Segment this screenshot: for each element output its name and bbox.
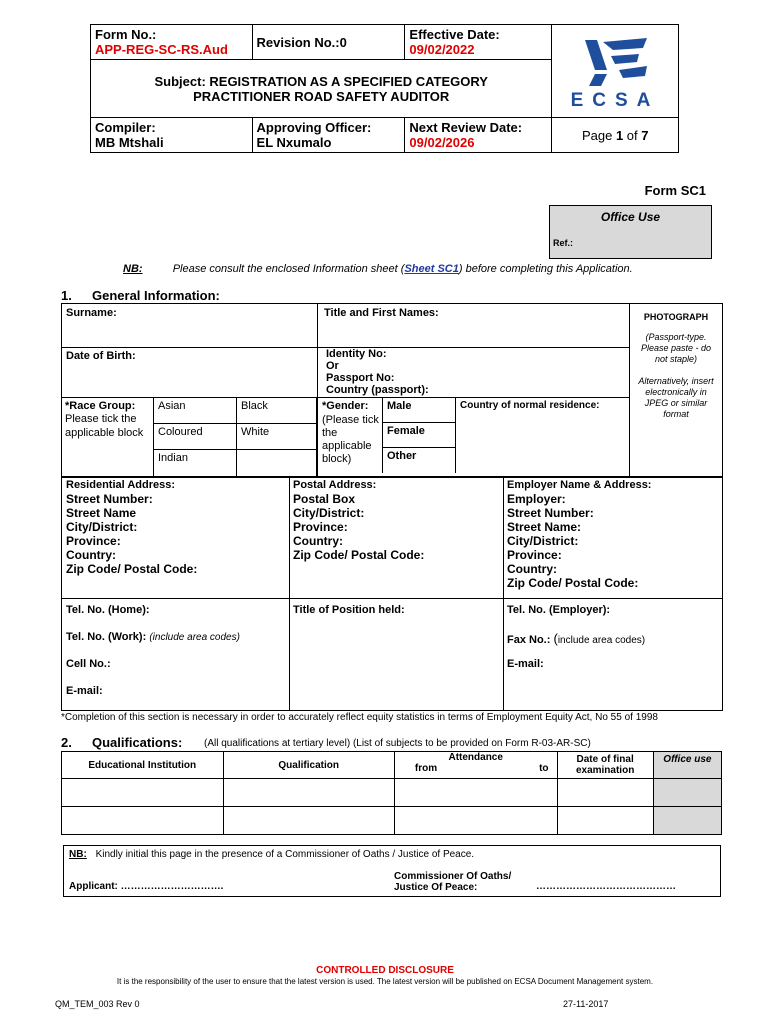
tel-work-line xyxy=(66,631,240,643)
postal-line: Postal Box xyxy=(293,492,356,506)
nb-text-before: Please consult the enclosed Information sheet ( xyxy=(172,263,405,275)
revision-label: Revision No.:0 xyxy=(256,34,347,50)
compiler-value: MB Mtshali xyxy=(95,135,164,150)
gender-other[interactable]: Other xyxy=(383,448,456,473)
nb-label: NB: xyxy=(123,263,143,275)
res-line: Street Number: xyxy=(66,492,153,506)
template-id: QM_TEM_003 Rev 0 xyxy=(55,999,140,1009)
fax-paren: ( xyxy=(553,631,558,646)
tel-work-label: Tel. No. (Work): xyxy=(66,631,147,643)
effective-date-cell xyxy=(405,25,552,60)
revision-cell xyxy=(252,25,405,60)
identity-block xyxy=(326,348,429,396)
emp-line: Country: xyxy=(507,562,557,576)
subject-line-2: PRACTITIONER ROAD SAFETY AUDITOR xyxy=(193,88,450,104)
final-exam-cell[interactable] xyxy=(557,779,653,807)
email-label-1: E-mail: xyxy=(66,685,103,697)
final-exam-cell[interactable] xyxy=(557,807,653,835)
gender-label: *Gender: xyxy=(322,400,369,412)
surname-input[interactable] xyxy=(70,322,310,342)
emp-line: City/District: xyxy=(507,534,579,548)
section2-number: 2. xyxy=(61,735,72,750)
identity-or: Or xyxy=(326,360,339,372)
initial-instruction xyxy=(69,849,474,860)
nb-text-after: ) before completing this Application. xyxy=(458,263,633,275)
postal-title: Postal Address: xyxy=(293,479,377,491)
first-names-input[interactable] xyxy=(324,322,624,342)
sheet-sc1-link[interactable]: Sheet SC1 xyxy=(404,263,459,275)
race-table xyxy=(61,397,317,476)
responsibility-note: It is the responsibility of the user to ensure that the latest version is used. The latest version will be published on ECSA Document Management system. xyxy=(116,977,654,986)
photograph-label: PHOTOGRAPH xyxy=(643,312,709,322)
emp-line: Street Name: xyxy=(507,520,582,534)
col-qualification: Qualification xyxy=(223,752,394,779)
approver-cell xyxy=(252,118,405,153)
office-use-cell xyxy=(653,807,721,835)
col-attendance-label: Attendance xyxy=(448,752,503,763)
residential-address xyxy=(66,478,197,576)
section2-note: (All qualifications at tertiary level) (List of subjects to be provided on Form R-03-AR-SC) xyxy=(204,738,591,749)
initial-box xyxy=(63,845,721,897)
country-residence-input[interactable] xyxy=(462,416,622,472)
res-line: Street Name xyxy=(66,506,137,520)
res-line: City/District: xyxy=(66,520,138,534)
page-total: 7 xyxy=(641,127,649,143)
race-asian[interactable]: Asian xyxy=(154,398,237,424)
qualification-cell[interactable] xyxy=(223,807,394,835)
email-label-2: E-mail: xyxy=(507,658,544,670)
address-grid xyxy=(61,476,723,711)
race-label-cell xyxy=(61,398,154,476)
approver-value: EL Nxumalo xyxy=(256,135,332,150)
tel-work-note: (include area codes) xyxy=(149,632,240,643)
equity-footnote: *Completion of this section is necessary in order to accurately reflect equity statistics in terms of Employment Equity Act, No 55 of 1998 xyxy=(61,712,658,723)
emp-line: Employer: xyxy=(507,492,566,506)
office-use-cell xyxy=(653,779,721,807)
gender-note: (Please tick the applicable block) xyxy=(322,414,379,465)
res-line: Zip Code/ Postal Code: xyxy=(66,562,198,576)
review-cell xyxy=(405,118,552,153)
emp-line: Zip Code/ Postal Code: xyxy=(507,576,639,590)
controlled-disclosure: CONTROLLED DISCLOSURE xyxy=(316,965,454,976)
gender-female[interactable]: Female xyxy=(383,423,456,448)
employer-address xyxy=(507,478,651,590)
postal-address xyxy=(293,478,424,562)
postal-line: City/District: xyxy=(293,506,365,520)
review-label: Next Review Date: xyxy=(409,120,523,135)
table-row xyxy=(62,807,722,835)
photo-note-1: (Passport-type. Please paste - do not staple) xyxy=(640,332,712,364)
col-office-use: Office use xyxy=(653,752,721,779)
race-coloured[interactable]: Coloured xyxy=(154,424,237,450)
dob-label: Date of Birth: xyxy=(66,350,136,362)
postal-line: Country: xyxy=(293,534,343,548)
postal-line: Zip Code/ Postal Code: xyxy=(293,548,425,562)
office-ref-label: Ref.: xyxy=(553,238,573,248)
emp-line: Street Number: xyxy=(507,506,594,520)
cell-label: Cell No.: xyxy=(66,658,111,670)
commissioner-signature[interactable]: …………………………………… xyxy=(536,881,676,892)
section2-title: Qualifications: xyxy=(92,735,183,750)
race-label: *Race Group: xyxy=(65,400,136,412)
general-info-grid xyxy=(61,303,723,478)
fax-line xyxy=(507,631,645,646)
postal-line: Province: xyxy=(293,520,348,534)
logo-text: ECSA xyxy=(570,89,660,110)
race-note: Please tick the applicable block xyxy=(65,413,144,439)
approver-label: Approving Officer: xyxy=(256,120,372,135)
commissioner-label: Commissioner Of Oaths/ Justice Of Peace: xyxy=(394,871,512,893)
passport-label: Passport No: xyxy=(326,372,395,384)
passport-country-label: Country (passport): xyxy=(326,384,429,396)
res-line: Province: xyxy=(66,534,121,548)
emp-line: Province: xyxy=(507,548,562,562)
attendance-cell[interactable] xyxy=(394,779,557,807)
race-black[interactable]: Black xyxy=(237,398,317,424)
col-from: from xyxy=(414,763,438,774)
country-residence-label: Country of normal residence: xyxy=(460,400,600,411)
tel-employer-label: Tel. No. (Employer): xyxy=(507,604,611,616)
header-table xyxy=(90,24,679,153)
effective-value: 09/02/2022 xyxy=(409,42,475,57)
res-line: Country: xyxy=(66,548,116,562)
attendance-cell[interactable] xyxy=(394,807,557,835)
subject-line-1: Subject: REGISTRATION AS A SPECIFIED CATEGORY xyxy=(154,73,488,89)
form-no-cell xyxy=(91,25,253,60)
race-indian[interactable]: Indian xyxy=(154,450,237,476)
position-title-label: Title of Position held: xyxy=(293,604,405,616)
col-attendance xyxy=(394,752,557,779)
form-no-value: APP-REG-SC-RS.Aud xyxy=(95,42,228,57)
race-white[interactable]: White xyxy=(237,424,317,450)
photo-note-2: Alternatively, insert electronically in JPEG or similar format xyxy=(638,376,714,419)
initial-text: Kindly initial this page in the presence of a Commissioner of Oaths / Justice of Peace. xyxy=(95,849,475,860)
page-current: 1 xyxy=(615,127,624,143)
tel-home-label: Tel. No. (Home): xyxy=(66,604,150,616)
logo-cell xyxy=(552,25,679,118)
qualification-cell[interactable] xyxy=(223,779,394,807)
form-sc1-title: Form SC1 xyxy=(644,183,706,198)
section1-number: 1. xyxy=(61,288,72,303)
section1-title: General Information: xyxy=(92,288,220,303)
res-title: Residential Address: xyxy=(66,479,176,491)
table-row xyxy=(62,779,722,807)
qualifications-table xyxy=(61,751,722,835)
ecsa-logo xyxy=(565,30,665,110)
gender-male[interactable]: Male xyxy=(383,398,456,423)
dob-input[interactable] xyxy=(70,364,310,388)
compiler-cell xyxy=(91,118,253,153)
institution-cell[interactable] xyxy=(62,807,224,835)
institution-cell[interactable] xyxy=(62,779,224,807)
page-prefix: Page xyxy=(581,127,616,143)
compiler-label: Compiler: xyxy=(95,120,156,135)
subject-cell xyxy=(91,60,552,118)
gender-table xyxy=(382,397,456,473)
col-to: to xyxy=(539,763,549,774)
initial-nb: NB: xyxy=(69,849,87,860)
office-use-box xyxy=(549,205,712,259)
page-mid: of xyxy=(623,127,642,143)
form-no-label: Form No.: xyxy=(95,27,157,42)
office-use-title: Office Use xyxy=(600,210,661,224)
page-number-cell xyxy=(552,118,679,153)
emp-title: Employer Name & Address: xyxy=(507,479,652,491)
template-date: 27-11-2017 xyxy=(563,999,609,1009)
effective-label: Effective Date: xyxy=(409,27,500,42)
identity-label: Identity No: xyxy=(326,348,387,360)
applicant-signature[interactable]: Applicant: …………………………. xyxy=(69,881,224,892)
col-institution: Educational Institution xyxy=(62,752,224,779)
col-final-exam: Date of final examination xyxy=(557,752,653,779)
fax-note: include area codes) xyxy=(557,635,646,646)
surname-label: Surname: xyxy=(66,307,117,319)
title-first-names-label: Title and First Names: xyxy=(324,307,439,319)
fax-label: Fax No.: xyxy=(507,634,551,646)
nb-line xyxy=(123,263,633,275)
review-value: 09/02/2026 xyxy=(409,135,475,150)
race-blank[interactable] xyxy=(237,450,317,476)
